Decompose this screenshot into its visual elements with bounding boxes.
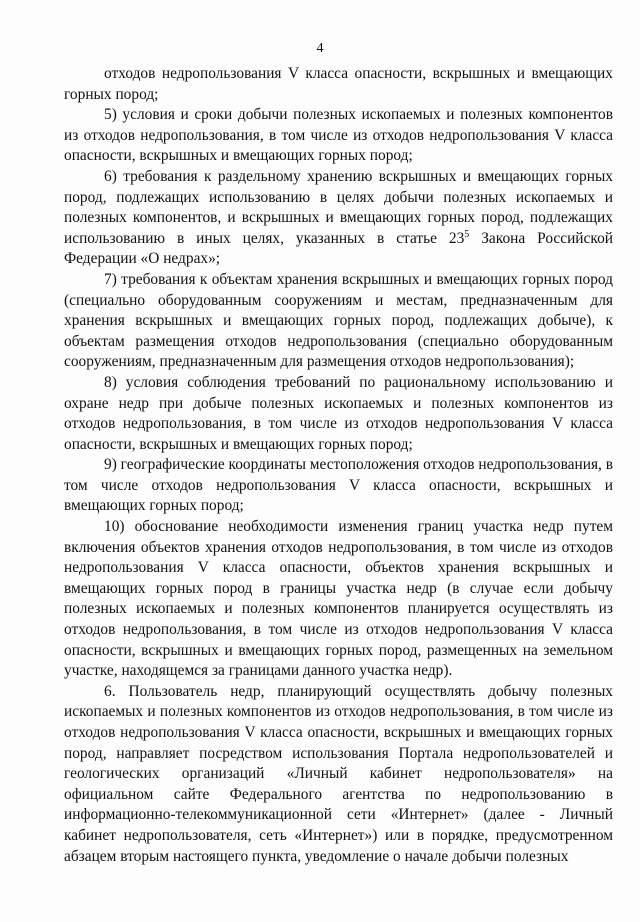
paragraph-item-9: 9) географические координаты местоположения отходов недропользования, в том числе отходов недропользования V класса опасности, вскрышных и вмещающих горных пород; [64,456,613,515]
paragraph-item-6-text: 6) требования к раздельному хранению вскрышных и вмещающих горных пород, подлежащих использованию в целях добычи полезных ископаемых и полезных компонентов, и вскрышных и вмещающих горных пород, подлежащих использованию в иных целях, указанных в статье 23 [64,167,613,247]
paragraph-item-5: 5) условия и сроки добычи полезных ископаемых и полезных компонентов из отходов недропользования, в том числе из отходов недропользования V класса опасности, вскрышных и вмещающих горных пород; [64,106,613,165]
document-body [64,64,613,867]
paragraph-point-6: 6. Пользователь недр, планирующий осуществлять добычу полезных ископаемых и полезных компонентов из отходов недропользования, в том числе из отходов недропользования V класса опасности, вскрышных и вмещающих горных пород, направляет посредством использования Портала недропользователей и геологических организаций «Личный кабинет недропользователя» на официальном сайте Федерального агентства по недропользованию в информационно-телекоммуникационной сети «Интернет» (далее - Личный кабинет недропользователя, сеть «Интернет») или в порядке, предусмотренном абзацем вторым настоящего пункта, уведомление о начале добычи полезных [64,682,613,865]
page-number: 4 [316,41,324,56]
paragraph-item-6-text-end: Закона Российской Федерации «О недрах»; [64,229,613,268]
article-superscript: 5 [464,228,470,240]
paragraph-continued: отходов недропользования V класса опасности, вскрышных и вмещающих горных пород; [64,65,613,103]
paragraph-item-6 [64,167,613,270]
paragraph-item-8: 8) условия соблюдения требований по рациональному использованию и охране недр при добыче полезных ископаемых и полезных компонентов из отходов недропользования, в том числе из отходов недропользования V класса опасности, вскрышных и вмещающих горных пород; [64,373,613,453]
paragraph-item-7: 7) требования к объектам хранения вскрышных и вмещающих горных пород (специально оборудованным сооружениям и местам, предназначенным для хранения вскрышных и вмещающих горных пород, подлежащих добыче), к объектам размещения отходов недропользования (специально оборудованным сооружениям, предназначенным для размещения отходов недропользования); [64,270,613,371]
paragraph-item-10: 10) обоснование необходимости изменения границ участка недр путем включения объектов хранения отходов недропользования, в том числе из отходов недропользования V класса опасности, объектов хранения вскрышных и вмещающих горных пород в границы участка недр (в случае если добычу полезных ископаемых и полезных компонентов планируется осуществлять из отходов недропользования, в том числе из отходов недропользования V класса опасности, вскрышных и вмещающих горных пород, размещенных на земельном участке, находящемся за границами данного участка недр). [64,518,613,680]
